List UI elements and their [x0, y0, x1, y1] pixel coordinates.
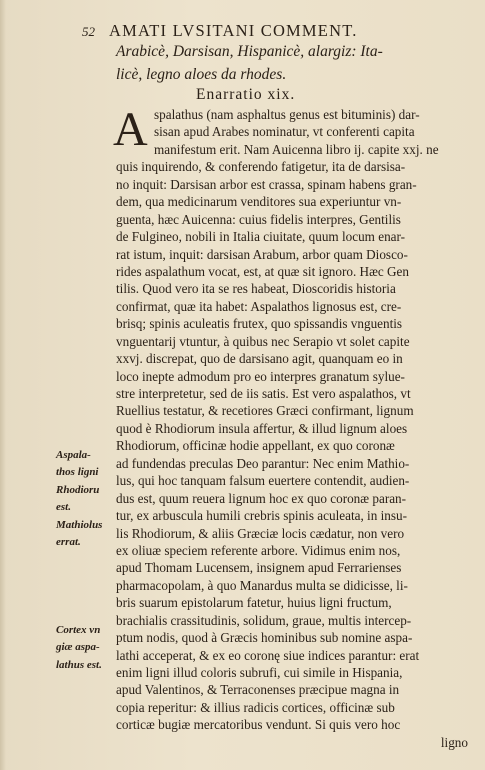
- text-line: rat istum, inquit: darsisan Arabum, arbor quam Dioscо-: [116, 246, 408, 262]
- text-line: quod è Rhodiorum insula affertur, & illud lignum aloes: [116, 420, 408, 436]
- page-header: [82, 21, 465, 41]
- running-head: AMATI LVSITANI COMMENT.: [109, 21, 358, 40]
- text-line: apud Valentinos, & Terraconenses præcipue magna in: [116, 682, 400, 698]
- text-line: ptum nodis, quod à Græcis hominibus sub nomine aspa-: [116, 630, 413, 646]
- drop-cap: A: [113, 103, 148, 156]
- text-line: copia reperitur: & illius radicis cortices, officinæ sub: [116, 699, 395, 715]
- text-line: spalathus (nam asphaltus genus est bituminis) dar-: [154, 107, 420, 122]
- text-line: brisq; spinis aculeatis frutex, quo spissandis vnguentis: [116, 316, 403, 332]
- text-line: loco inepte admodum pro eo interpres granatum sylue-: [116, 368, 405, 384]
- text-line: manifestum erit. Nam Auicenna libro ij. capite xxj. ne: [154, 141, 439, 157]
- text-line: lis Rhodiorum, & aliis Græciæ locis cædatur, non vero: [116, 525, 405, 541]
- margin-gloss: [56, 622, 102, 674]
- text-line: confirmat, quæ ita habet: Aspalathos lignosus est, cre-: [116, 298, 402, 314]
- gloss-line: thos ligni: [56, 466, 99, 479]
- text-line: lus, qui hoc tanquam falsum euertere contendit, audien-: [116, 473, 410, 489]
- gloss-line: errat.: [56, 536, 81, 549]
- text-line: ligno: [440, 734, 468, 750]
- gloss-line: giæ aspa-: [56, 641, 100, 654]
- text-line: tilis. Quod vero ita se res habeat, Dioscoridis historia: [116, 281, 396, 297]
- text-line: rides aspalathum vocat, est, at quæ sit ignoro. Hæc Gen: [116, 263, 409, 279]
- text-line: dus est, quum reuera lignum hoc ex quo coronæ paran-: [116, 490, 407, 506]
- margin-gloss: [56, 447, 99, 517]
- gloss-line: Aspala-: [56, 449, 91, 461]
- page-edge-shadow: [0, 0, 6, 770]
- text-line: lathi acceperat, & ex eo coronę siue indices parantur: erat: [116, 647, 420, 663]
- gloss-line: est.: [56, 501, 71, 514]
- text-line: quis inquirendo, & conferendo fatigetur, ita de darsisa-: [116, 159, 406, 175]
- text-line: de Fulgineo, nobili in Italia ciuitate, quum locum enar-: [116, 229, 406, 245]
- text-line: dem, qua medicinarum venditores sua experiuntur vn-: [116, 194, 402, 210]
- body-text: [116, 106, 468, 751]
- text-line: pharmacopolam, à quo Manardus multa se didicisse, li-: [116, 577, 408, 593]
- section-title: Enarratio xix.: [196, 86, 296, 103]
- names-line: Arabicè, Darsisan, Hispanicè, alargiz: Ita-: [116, 43, 383, 60]
- text-line: tur, ex arbuscula humili crebris spinis aculeata, in insu-: [116, 508, 407, 524]
- gloss-line: lathus est.: [56, 658, 102, 671]
- gloss-line: Mathiolus: [56, 519, 103, 531]
- text-line: no inquit: Darsisan arbor est crassa, spinam habens gran-: [116, 176, 417, 192]
- text-line: apud Thomam Lucensem, insignem apud Ferrarienses: [116, 560, 402, 576]
- text-line: vnguentarij vtuntur, à quibus nec Serapio vt solet capite: [116, 333, 410, 349]
- names-line: licè, legno aloes da rhodes.: [116, 66, 287, 83]
- text-line: Ruellius testatur, & recetiores Græci confirmant, lignum: [116, 403, 414, 419]
- text-line: corticæ bugiæ mercatoribus vendunt. Si quis vero hoc: [116, 717, 401, 733]
- text-line: ex oliuæ speciem referente arbore. Vidimus enim nos,: [116, 542, 401, 558]
- text-line: bris suarum epistolarum fatetur, huius ligni fructum,: [116, 595, 392, 611]
- text-line: brachialis crassitudinis, solidum, graue, multis intercep-: [116, 612, 412, 628]
- text-line: stre interpretetur, sed de iis satis. Est vero aspalathos, vt: [116, 386, 411, 401]
- text-line: sisan apud Arabes nominatur, vt conferenti capita: [154, 124, 415, 140]
- text-line: Rhodiorum, officinæ hodie appellant, ex quo coronæ: [116, 438, 395, 454]
- gloss-line: Rhodioru: [56, 483, 100, 496]
- text-line: enim ligni illud coloris subrufi, cui simile in Hispania,: [116, 665, 403, 680]
- names-heading: [116, 40, 466, 86]
- text-line: guenta, hæc Auicenna: cuius fidelis interpres, Gentilis: [116, 211, 401, 227]
- page-number: 52: [82, 24, 95, 39]
- text-line: xxvj. discrepat, quo de darsisano agit, quanquam eo in: [116, 351, 403, 367]
- margin-gloss: [56, 517, 102, 552]
- text-line: ad fundendas preculas Deo parantur: Nec enim Mathio-: [116, 455, 410, 471]
- gloss-line: Cortex vn: [56, 624, 101, 636]
